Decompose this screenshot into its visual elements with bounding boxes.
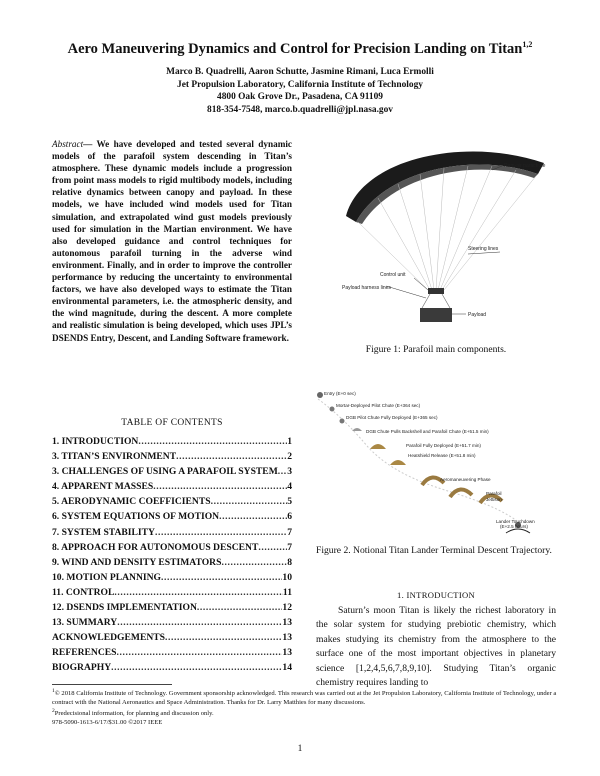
event-dgb-deployed: DGB Pilot Chute Fully Deployed (E+365 sec) [346, 415, 438, 420]
toc-leader-dots [176, 451, 287, 462]
control-unit-box [428, 288, 444, 294]
author-names: Marco B. Quadrelli, Aaron Schutte, Jasmine Rimani, Luca Ermolli [166, 67, 434, 77]
toc-entry[interactable] [52, 572, 292, 587]
abstract-lead: Abstract [52, 139, 84, 149]
toc-leader-dots [111, 662, 282, 673]
table-of-contents [52, 436, 292, 678]
toc-entry-page: 14 [282, 662, 292, 674]
toc-entry-page: 2 [287, 451, 292, 463]
toc-entry-label: BIOGRAPHY [52, 662, 112, 674]
toc-entry-label: 1. INTRODUCTION [52, 436, 139, 447]
toc-entry-label: 7. SYSTEM STABILITY [52, 526, 155, 538]
event-parafoil-deployed: Parafoil Fully Deployed (E+51.7 min) [406, 443, 481, 448]
figure2-caption: Figure 2. Notional Titan Lander Terminal Descent Trajectory. [316, 545, 552, 556]
toc-entry-page: 4 [287, 481, 292, 493]
toc-entry-label: 6. SYSTEM EQUATIONS OF MOTION [52, 511, 220, 523]
event-jettison: Jettison [486, 497, 502, 502]
event-heatshield: Heatshield Release (E+51.8 min) [408, 453, 476, 458]
toc-entry[interactable] [52, 436, 292, 451]
toc-entry-label: 13. SUMMARY [52, 617, 118, 629]
toc-entry[interactable] [52, 587, 292, 602]
footnote-1: © 2018 California Institute of Technology. Government sponsorship acknowledged. This research was carried out at the Jet Propulsion Laboratory, California Institute of Technology, under a contract with the National Aeronautics and Space Administration. Thanks for Dr. Larry Matthies for many discussions. [52, 690, 557, 706]
label-ram-air-parachute: Ram-air parachute [504, 163, 546, 169]
toc-entry[interactable] [52, 557, 292, 572]
abstract-section [52, 138, 292, 344]
toc-entry-page: 13 [282, 617, 292, 629]
toc-entry[interactable] [52, 466, 292, 481]
toc-entry-label: 10. MOTION PLANNING [52, 571, 161, 583]
toc-entry[interactable] [52, 647, 292, 662]
toc-leader-dots [197, 602, 283, 613]
toc-leader-dots [165, 632, 282, 643]
toc-leader-dots [219, 511, 287, 522]
toc-leader-dots [138, 436, 287, 447]
footnotes: $^1$© 2018 California Institute of Technology. Government sponsorship acknowledged. This research was carried out at the Jet Propulsion Laboratory, California Institute of Technology, under a contract with the National Aeronautics and Space Administration. Thanks for Dr. Larry Matthies for many discussions. $^2$Predecisional information, for planning and discussion only. 978-5090-1613-6/17/$31.00 ©2017 IEEE [52, 688, 557, 726]
toc-entry-page: 3 [287, 466, 292, 478]
toc-entry-label: 12. DSENDS IMPLEMENTATION [52, 602, 197, 614]
entry-capsule-icon [317, 392, 323, 398]
label-control-unit: Control unit [380, 272, 406, 278]
toc-entry[interactable] [52, 511, 292, 526]
toc-entry-page: 8 [287, 556, 292, 568]
toc-entry-label: 3. CHALLENGES OF USING A PARAFOIL SYSTEM [52, 466, 278, 478]
figure1-caption: Figure 1: Parafoil main components. [365, 344, 507, 355]
section-heading-introduction: 1. INTRODUCTION [396, 590, 476, 600]
toc-entry[interactable] [52, 662, 292, 677]
toc-entry-label: 4. APPARENT MASSES [52, 481, 154, 493]
toc-entry-label: 11. CONTROL [52, 586, 115, 598]
label-steering-lines: Steering lines [468, 246, 499, 252]
toc-heading: TABLE OF CONTENTS [121, 418, 223, 428]
toc-leader-dots [161, 572, 282, 583]
author-block [0, 66, 600, 116]
title-footnote-marks: 1,2 [522, 40, 533, 49]
toc-entry[interactable] [52, 617, 292, 632]
toc-entry-page: 5 [287, 496, 292, 508]
toc-entry[interactable] [52, 451, 292, 466]
event-aeromaneuvering: Aeromaneuvering Phase [440, 477, 491, 482]
toc-entry-page: 6 [287, 511, 292, 523]
toc-entry[interactable] [52, 527, 292, 542]
toc-entry-page: 1 [287, 436, 292, 447]
toc-entry-label: 8. APPROACH FOR AUTONOMOUS DESCENT [52, 541, 259, 553]
toc-entry-label: 9. WIND AND DENSITY ESTIMATORS [52, 556, 222, 568]
label-payload: Payload [468, 312, 487, 318]
toc-entry[interactable] [52, 542, 292, 557]
toc-leader-dots [117, 647, 283, 658]
event-touchdown: Lander Touchdown [496, 519, 535, 524]
footnote-2: Predecisional information, for planning and discussion only. [54, 710, 214, 718]
toc-entry[interactable] [52, 602, 292, 617]
toc-entry[interactable] [52, 632, 292, 647]
isbn-line: 978-5090-1613-6/17/$31.00 ©2017 IEEE [52, 718, 163, 726]
toc-leader-dots [114, 587, 283, 598]
toc-entry-label: 5. AERODYNAMIC COEFFICIENTS [52, 496, 211, 508]
author-affiliation: Jet Propulsion Laboratory, California Institute of Technology [177, 79, 423, 90]
toc-leader-dots [258, 542, 287, 553]
abstract-paragraph [52, 138, 292, 344]
paper-title: Aero Maneuvering Dynamics and Control for Precision Landing on Titan$^{1,2}$ [67, 40, 533, 57]
abstract-text: — We have developed and tested several dynamic models of the parafoil system descending in Titan’s atmosphere. These dynamic models include a progression from point mass models to rigid multibody models, including relative dynamics between canopy and payload. In these models, we have included wind models used for Titan simulation, and extrapolated wind gust models previously used for simulation in the Martian environment. We have also developed guidance and control techniques for autonomous parafoil turning in the adverse wind environment. Finally, and in order to improve the controller performance by reducing the uncertainty to environmental factors, we have also developed ways to estimate the Titan environmental parameters, i.e. the atmospheric density, and the wind magnitude, during the descent. A more complete and realistic simulation is being developed, which uses JPL’s DSENDS Entry, Descent, and Landing Software framework. [52, 139, 292, 343]
toc-entry-page: 13 [282, 632, 292, 644]
label-payload-harness: Payload harness lines [342, 285, 391, 291]
figure-parafoil-image [316, 138, 556, 338]
event-dgb-pulls: DGB Chute Pulls Backshell and Parafoil Chute (E+51.5 min) [366, 429, 489, 434]
toc-entry-page: 11 [282, 586, 292, 598]
page-number: 1 [297, 744, 303, 754]
toc-leader-dots [278, 466, 287, 477]
event-touchdown-time: (E+2.5 hours) [500, 524, 528, 529]
toc-entry-page: 7 [287, 541, 292, 553]
event-pilot-chute: Mortar-Deployed Pilot Chute (E+364 sec) [336, 403, 421, 408]
event-entry: Entry (E+0 sec) [324, 391, 356, 396]
toc-entry[interactable] [52, 496, 292, 511]
payload-box [420, 308, 452, 322]
toc-entry-label: REFERENCES [52, 647, 117, 659]
toc-leader-dots [211, 496, 288, 507]
event-parafoil: Parafoil [486, 491, 502, 496]
toc-entry-page: 10 [282, 571, 292, 583]
toc-entry[interactable] [52, 481, 292, 496]
toc-entry-page: 7 [287, 526, 292, 538]
footnote-rule [52, 684, 172, 685]
toc-entry-label: 3. TITAN’S ENVIRONMENT [52, 451, 177, 463]
introduction-paragraph: Saturn’s moon Titan is likely the richest laboratory in the solar system for studying prebiotic chemistry, which makes studying its chemistry from the atmosphere to the surface one of the most important objectives in planetary science [1,2,4,5,6,7,8,9,10]. Studying Titan’s organic chemistry requires landing to [316, 605, 556, 689]
toc-entry-page: 13 [282, 647, 292, 659]
author-contact: 818-354-7548, marco.b.quadrelli@jpl.nasa.gov [207, 104, 393, 115]
figure-descent-trajectory [310, 385, 565, 540]
toc-entry-page: 12 [282, 602, 292, 614]
author-address: 4800 Oak Grove Dr., Pasadena, CA 91109 [217, 92, 383, 103]
toc-leader-dots [155, 527, 287, 538]
toc-leader-dots [153, 481, 287, 492]
toc-entry-label: ACKNOWLEDGEMENTS [52, 632, 166, 644]
toc-leader-dots [117, 617, 282, 628]
toc-leader-dots [221, 557, 287, 568]
